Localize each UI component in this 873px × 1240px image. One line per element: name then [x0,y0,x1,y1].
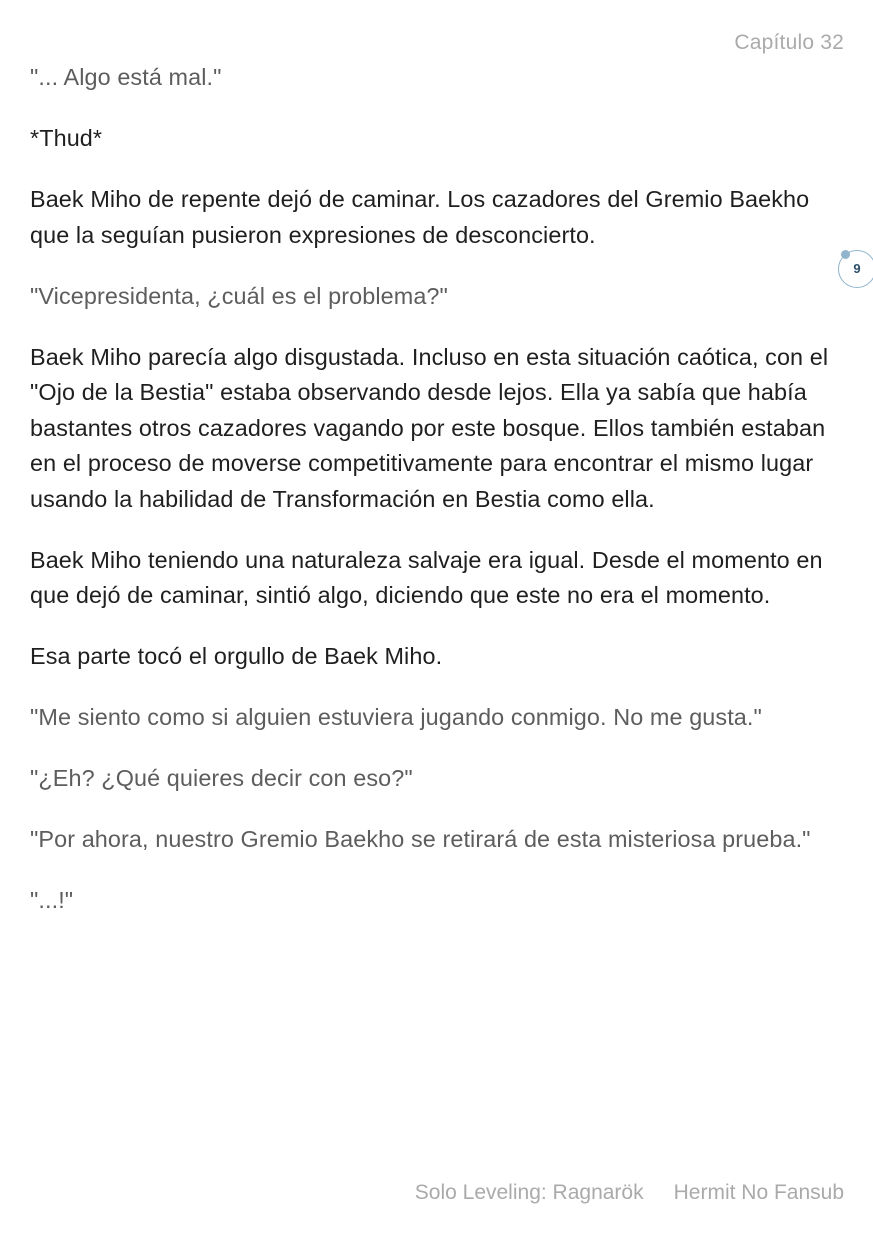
page-number: 9 [853,261,861,276]
chapter-body [30,60,845,944]
page-footer [415,1181,844,1205]
paragraph: "Por ahora, nuestro Gremio Baekho se retirará de esta misteriosa prueba." [30,826,811,852]
paragraph: "... Algo está mal." [30,64,222,90]
footer-series-title: Solo Leveling: Ragnarök [414,1181,644,1204]
chapter-header: Capítulo 32 [734,31,844,54]
paragraph: *Thud* [30,125,103,151]
paragraph: Baek Miho teniendo una naturaleza salvaje era igual. Desde el momento en que dejó de caminar, sintió algo, diciendo que este no era el momento. [30,546,823,608]
paragraph: Esa parte tocó el orgullo de Baek Miho. [30,643,443,669]
footer-group-name: Hermit No Fansub [673,1181,844,1204]
paragraph: "...!" [30,887,74,913]
paragraph: Baek Miho de repente dejó de caminar. Los cazadores del Gremio Baekho que la seguían pusieron expresiones de desconcierto. [30,186,810,248]
paragraph: "Vicepresidenta, ¿cuál es el problema?" [30,282,448,309]
paragraph: "Me siento como si alguien estuviera jugando conmigo. No me gusta." [30,704,762,730]
paragraph: Baek Miho parecía algo disgustada. Incluso en esta situación caótica, con el "Ojo de la Bestia" estaba observando desde lejos. Ella ya sabía que había bastantes otros cazadores vagando por este bosque. Ellos también estaban en el proceso de moverse competitivamente para encontrar el mismo lugar usando la habilidad de Transformación en Bestia como ella. [30,343,829,512]
paragraph: "¿Eh? ¿Qué quieres decir con eso?" [30,765,413,791]
page-number-marker[interactable] [838,250,873,288]
